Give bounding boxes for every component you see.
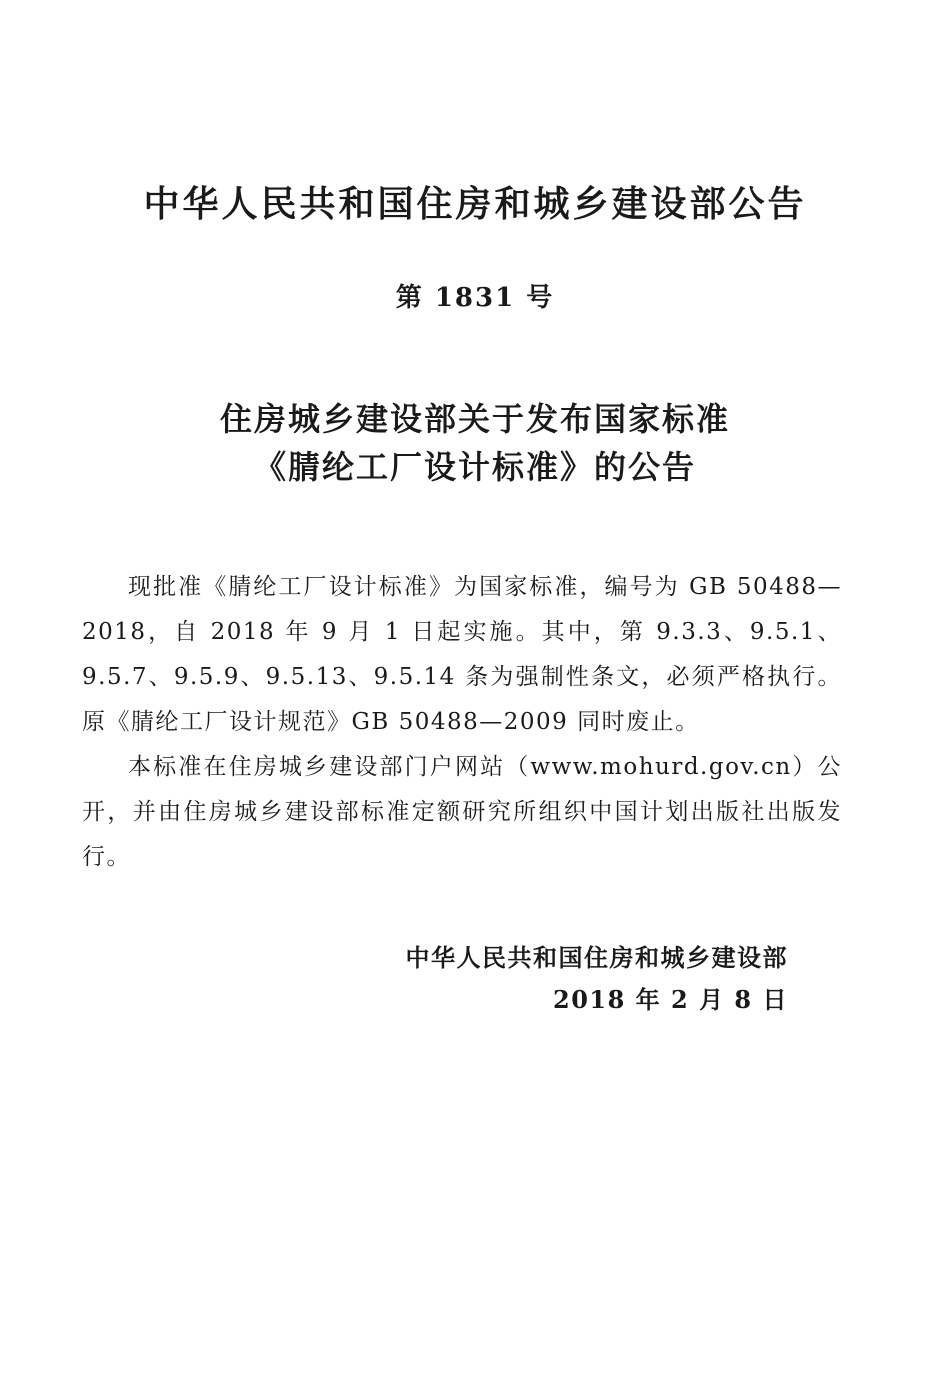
subtitle-line-2: 《腈纶工厂设计标准》的公告: [253, 448, 696, 486]
announcement-subtitle: [0, 395, 950, 491]
body-paragraph-2: 本标准在住房城乡建设部门户网站（www.mohurd.gov.cn）公开，并由住房城乡建设部标准定额研究所组织中国计划出版社出版发行。: [82, 754, 842, 870]
issue-date: 2018 年 2 月 8 日: [553, 985, 788, 1014]
body-paragraph-1: 现批准《腈纶工厂设计标准》为国家标准，编号为 GB 50488—2018，自 2018 年 9 月 1 日起实施。其中，第 9.3.3、9.5.1、9.5.7、9.5.9、9.5.13、9.5.14 条为强制性条文，必须严格执行。原《腈纶工厂设计规范》GB 50488—2009 同时废止。: [82, 574, 842, 735]
subtitle-line-1: 住房城乡建设部关于发布国家标准: [219, 400, 730, 438]
announcement-number: 第 1831 号: [395, 283, 555, 313]
announcement-body: [82, 565, 842, 880]
issuer-name: 中华人民共和国住房和城乡建设部: [405, 944, 788, 972]
signature-block: [0, 937, 788, 1021]
announcement-title: 中华人民共和国住房和城乡建设部公告: [143, 184, 807, 225]
